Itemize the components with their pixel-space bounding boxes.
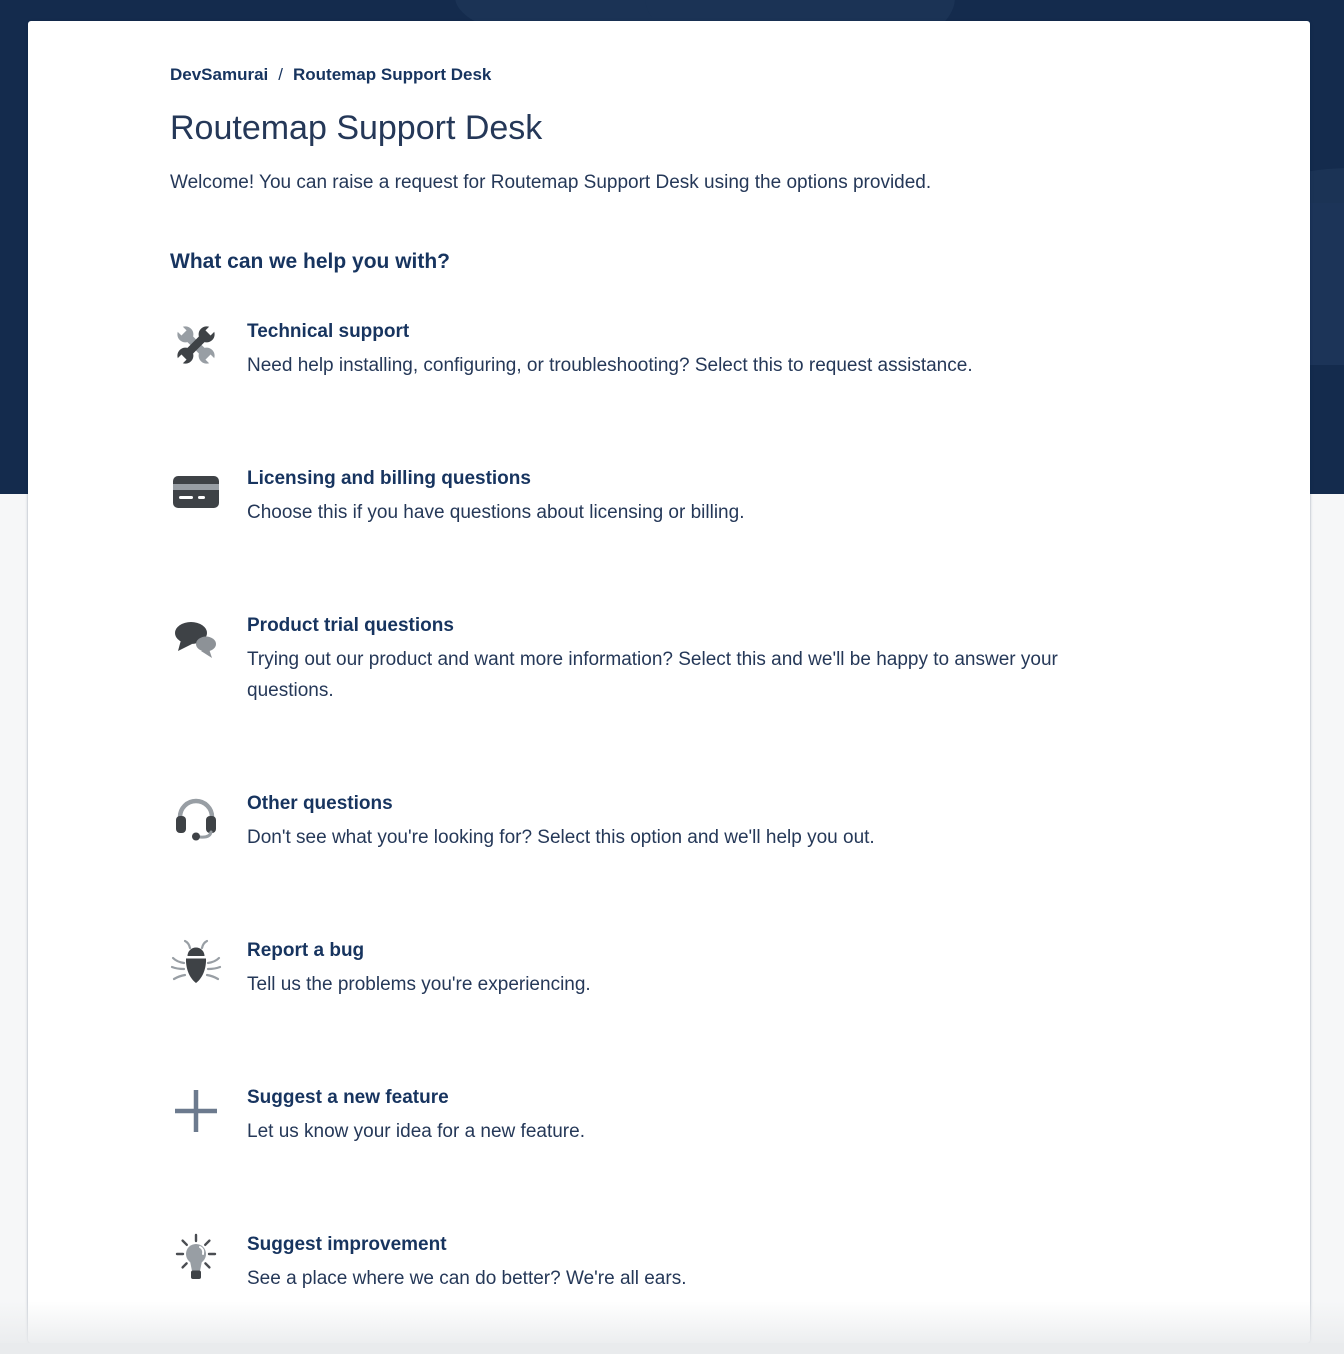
request-type-title[interactable]: Product trial questions: [247, 615, 454, 636]
breadcrumb: [170, 64, 1250, 85]
request-type-report-bug[interactable]: [170, 937, 1250, 1000]
credit-card-icon: [170, 466, 222, 518]
plus-icon: [170, 1085, 222, 1137]
request-type-description: Need help installing, configuring, or troubleshooting? Select this to request assistance.: [247, 355, 973, 376]
request-type-description: Trying out our product and want more information? Select this and we'll be happy to answer your questions.: [247, 649, 1058, 701]
request-type-description: Choose this if you have questions about licensing or billing.: [247, 502, 745, 523]
welcome-text: Welcome! You can raise a request for Routemap Support Desk using the options provided.: [170, 172, 932, 193]
request-type-description: Let us know your idea for a new feature.: [247, 1121, 585, 1142]
request-type-text: [247, 465, 744, 528]
request-type-description: See a place where we can do better? We're all ears.: [247, 1268, 687, 1289]
request-type-suggest-feature[interactable]: [170, 1084, 1250, 1147]
bottom-strip: [0, 1343, 1344, 1354]
lightbulb-icon: [170, 1232, 222, 1284]
tools-icon: [170, 319, 222, 371]
request-type-text: [247, 612, 1107, 706]
request-type-other-questions[interactable]: [170, 790, 1250, 853]
portal-card: [28, 21, 1310, 1343]
chat-bubbles-icon: [170, 613, 222, 665]
request-type-licensing-billing[interactable]: [170, 465, 1250, 528]
bug-icon: [170, 938, 222, 990]
request-type-text: [247, 790, 875, 853]
request-type-title[interactable]: Suggest improvement: [247, 1234, 447, 1255]
request-type-text: [247, 937, 591, 1000]
request-type-product-trial[interactable]: [170, 612, 1250, 706]
request-type-description: Tell us the problems you're experiencing.: [247, 974, 591, 995]
breadcrumb-separator: /: [278, 65, 284, 84]
request-type-technical-support[interactable]: [170, 318, 1250, 381]
request-type-list: [170, 318, 1250, 1294]
request-type-title[interactable]: Licensing and billing questions: [247, 468, 531, 489]
section-heading: What can we help you with?: [170, 250, 451, 273]
request-type-title[interactable]: Suggest a new feature: [247, 1087, 449, 1108]
page-title: Routemap Support Desk: [170, 109, 543, 147]
request-type-title[interactable]: Report a bug: [247, 940, 365, 961]
request-type-suggest-improvement[interactable]: [170, 1231, 1250, 1294]
request-type-title[interactable]: Technical support: [247, 321, 410, 342]
request-type-text: [247, 1084, 585, 1147]
breadcrumb-link-routemap-support-desk[interactable]: Routemap Support Desk: [293, 65, 492, 84]
breadcrumb-link-devsamurai[interactable]: DevSamurai: [170, 65, 269, 84]
request-type-text: [247, 1231, 686, 1294]
request-type-text: [247, 318, 973, 381]
headset-icon: [170, 791, 222, 843]
request-type-description: Don't see what you're looking for? Select this option and we'll help you out.: [247, 827, 875, 848]
request-type-title[interactable]: Other questions: [247, 793, 393, 814]
